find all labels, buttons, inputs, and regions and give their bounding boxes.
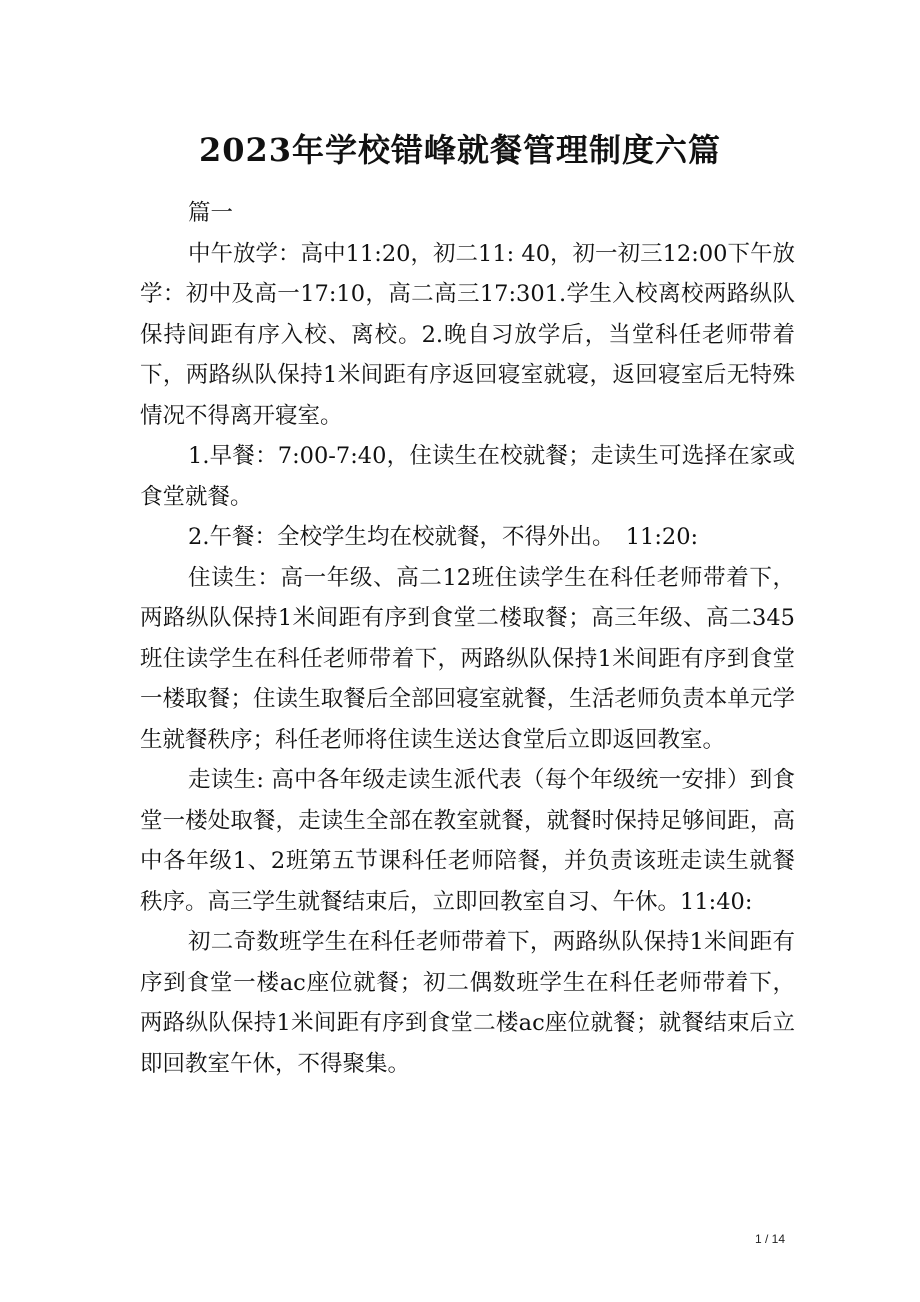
page-number: 1 / 14 <box>754 1232 786 1246</box>
paragraph-day-students: 走读生: 高中各年级走读生派代表（每个年级统一安排）到食堂一楼处取餐，走读生全部在教室就餐，就餐时保持足够间距，高中各年级1、2班第五节课科任老师陪餐，并负责该班走读生就餐秩序。高三学生就餐结束后，立即回教室自习、午休。11:40: <box>140 767 795 915</box>
section-heading: 篇一 <box>188 200 234 226</box>
document-title: 2023年学校错峰就餐管理制度六篇 <box>198 131 722 169</box>
paragraph-boarding-students: 住读生：高一年级、高二12班住读学生在科任老师带着下，两路纵队保持1米间距有序到食堂二楼取餐；高三年级、高二345班住读学生在科任老师带着下，两路纵队保持1米间距有序到食堂一楼取餐；住读生取餐后全部回寝室就餐，生活老师负责本单元学生就餐秩序；科任老师将住读生送达食堂后立即返回教室。 <box>140 564 795 753</box>
paragraph-lunch: 2.午餐：全校学生均在校就餐，不得外出。 11:20: <box>188 524 699 550</box>
paragraph-dismissal-times: 中午放学：高中11:20，初二11: 40，初一初三12:00下午放学：初中及高一17:10，高二高三17:301.学生入校离校两路纵队保持间距有序入校、离校。2.晚自习放学后，当堂科任老师带着下，两路纵队保持1米间距有序返回寝室就寝，返回寝室后无特殊情况不得离开寝室。 <box>140 240 795 429</box>
paragraph-grade-two: 初二奇数班学生在科任老师带着下，两路纵队保持1米间距有序到食堂一楼ac座位就餐；初二偶数班学生在科任老师带着下，两路纵队保持1米间距有序到食堂二楼ac座位就餐；就餐结束后立即回教室午休，不得聚集。 <box>140 929 795 1077</box>
document-body <box>140 193 795 1084</box>
paragraph-breakfast: 1.早餐：7:00-7:40，住读生在校就餐；走读生可选择在家或食堂就餐。 <box>140 443 795 510</box>
